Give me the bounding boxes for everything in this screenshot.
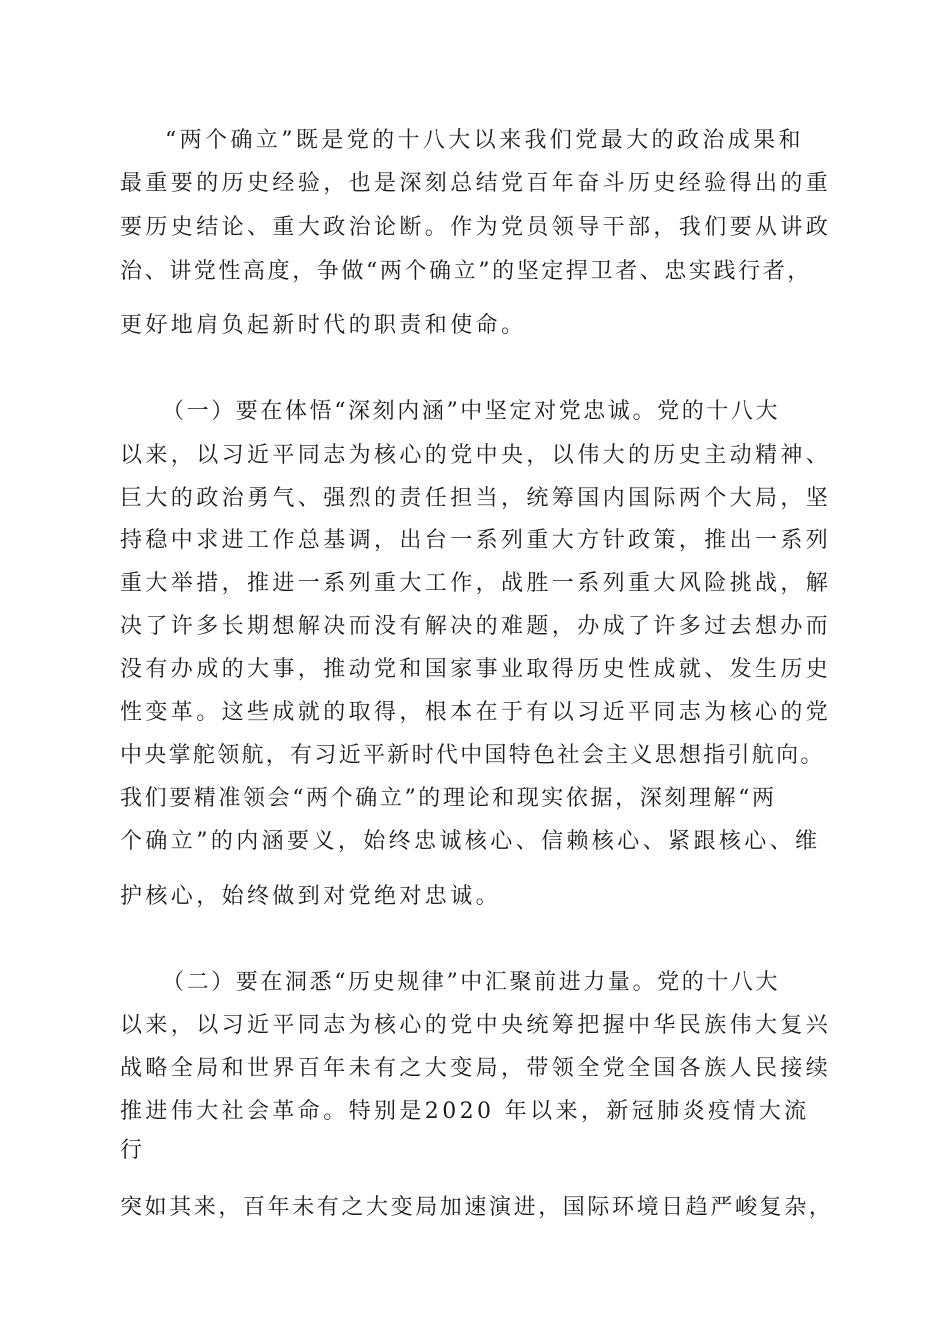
text-line: 更好地肩负起新时代的职责和使命。	[120, 313, 527, 338]
text-line: 我们要精准领会“两个确立”的理论和现实依据，深刻理解“两	[120, 786, 777, 811]
text-line: 中央掌舵领航，有习近平新时代中国特色社会主义思想指引航向。	[120, 743, 825, 768]
text-line: （二）要在洞悉“历史规律”中汇聚前进力量。党的十八大	[162, 970, 781, 995]
text-line: 没有办成的大事，推动党和国家事业取得历史性成就、发生历史	[120, 657, 832, 682]
text-line: 个确立”的内涵要义，始终忠诚核心、信赖核心、紧跟核心、维	[120, 829, 821, 854]
text-line: 以来，以习近平同志为核心的党中央统筹把握中华民族伟大复兴	[120, 1013, 832, 1038]
text-line: 护核心，始终做到对党绝对忠诚。	[120, 884, 502, 909]
text-line: 最重要的历史经验，也是深刻总结党百年奋斗历史经验得出的重	[120, 171, 832, 196]
text-line: 决了许多长期想解决而没有解决的难题，办成了许多过去想办而	[120, 614, 832, 639]
text-line: （一）要在体悟“深刻内涵”中坚定对党忠诚。党的十八大	[162, 399, 781, 424]
text-line: 突如其来，百年未有之大变局加速演进，国际环境日趋严峻复杂，	[120, 1195, 834, 1220]
text-line: 以来，以习近平同志为核心的党中央，以伟大的历史主动精神、	[120, 443, 832, 468]
text-line: 治、讲党性高度，争做“两个确立”的坚定捍卫者、忠实践行者，	[120, 259, 812, 284]
text-line: 要历史结论、重大政治论断。作为党员领导干部，我们要从讲政	[120, 215, 832, 240]
text-line: 巨大的政治勇气、强烈的责任担当，统筹国内国际两个大局，坚	[120, 486, 832, 511]
text-line: 行	[120, 1138, 146, 1163]
text-line: 持稳中求进工作总基调，出台一系列重大方针政策，推出一系列	[120, 528, 832, 553]
text-line: 推进伟大社会革命。特别是2020 年以来，新冠肺炎疫情大流	[120, 1099, 810, 1124]
text-line: “两个确立”既是党的十八大以来我们党最大的政治成果和	[165, 128, 804, 153]
text-line: 战略全局和世界百年未有之大变局，带领全党全国各族人民接续	[120, 1056, 832, 1081]
text-line: 重大举措，推进一系列重大工作，战胜一系列重大风险挑战，解	[120, 571, 832, 596]
text-line: 性变革。这些成就的取得，根本在于有以习近平同志为核心的党	[120, 700, 832, 725]
